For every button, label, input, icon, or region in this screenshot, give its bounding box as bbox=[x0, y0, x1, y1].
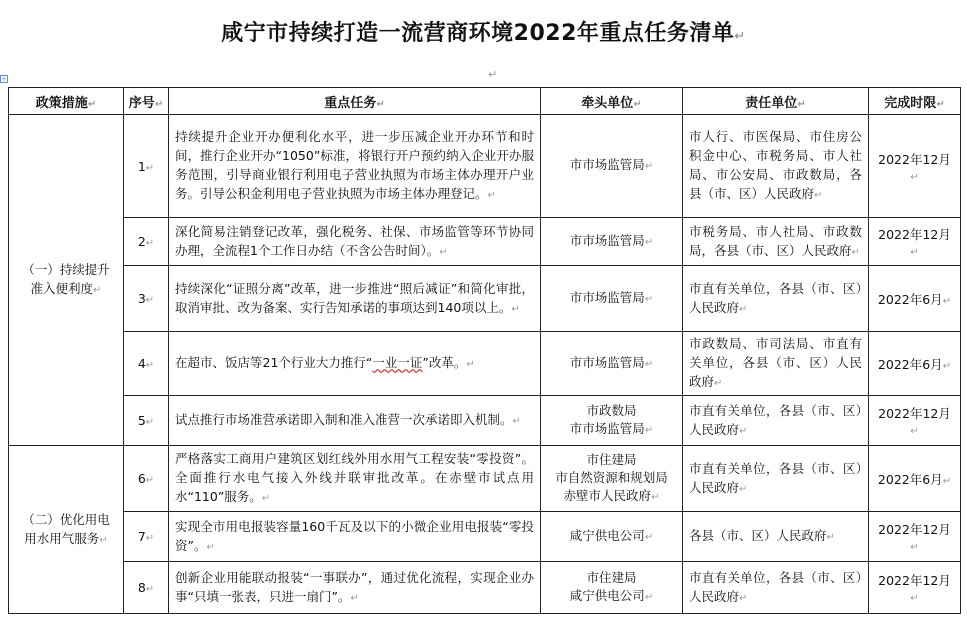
task-cell: 深化简易注销登记改革，强化税务、社保、市场监管等环节协同办理，全流程1个工作日办结（不含公告时间）。↵ bbox=[169, 218, 541, 266]
task-cell: 创新企业用能联动报装“一事联办”，通过优化流程，实现企业办事“只填一张表，只进一扇门”。↵ bbox=[169, 562, 541, 614]
task-cell: 实现全市用电报装容量160千瓦及以下的小微企业用电报装“零投资”。↵ bbox=[169, 512, 541, 562]
lead-cell: 咸宁供电公司↵ bbox=[541, 512, 683, 562]
task-cell: 严格落实工商用户建筑区划红线外用水用气工程安装“零投资”。全面推行水电气接入外线并联审批改革。在赤壁市试点用水“110”服务。↵ bbox=[169, 446, 541, 512]
row-number: 6↵ bbox=[124, 446, 169, 512]
task-cell: 试点推行市场准营承诺即入制和准入准营一次承诺即入机制。↵ bbox=[169, 396, 541, 446]
responsible-cell: 各县（市、区）人民政府↵ bbox=[683, 512, 869, 562]
paragraph-mark: ↵ bbox=[488, 68, 498, 81]
header-row bbox=[9, 88, 961, 115]
table-row bbox=[9, 396, 961, 446]
lead-cell: 市住建局 市自然资源和规划局 赤壁市人民政府↵ bbox=[541, 446, 683, 512]
table-row bbox=[9, 512, 961, 562]
responsible-cell: 市直有关单位，各县（市、区）人民政府↵ bbox=[683, 446, 869, 512]
task-cell: 持续深化“证照分离”改革，进一步推进“照后减证”和简化审批，取消审批、改为备案、实行告知承诺的事项达到140项以上。↵ bbox=[169, 266, 541, 332]
responsible-cell: 市直有关单位，各县（市、区）人民政府↵ bbox=[683, 562, 869, 614]
deadline-cell: 2022年6月↵ bbox=[869, 332, 961, 396]
deadline-cell: 2022年12月↵ bbox=[869, 512, 961, 562]
spellcheck-underline: 一业一证 bbox=[372, 355, 423, 370]
row-number: 4↵ bbox=[124, 332, 169, 396]
page-title: 咸宁市持续打造一流营商环境2022年重点任务清单↵ bbox=[221, 21, 746, 46]
table-row bbox=[9, 115, 961, 218]
responsible-cell: 市直有关单位，各县（市、区）人民政府↵ bbox=[683, 396, 869, 446]
responsible-cell: 市税务局、市人社局、市政数局，各县（市、区）人民政府↵ bbox=[683, 218, 869, 266]
header-deadline: 完成时限↵ bbox=[869, 88, 961, 115]
table-row bbox=[9, 332, 961, 396]
lead-cell: 市住建局 咸宁供电公司↵ bbox=[541, 562, 683, 614]
row-number: 5↵ bbox=[124, 396, 169, 446]
table-row bbox=[9, 218, 961, 266]
task-cell: 持续提升企业开办便利化水平，进一步压减企业开办环节和时间，推行企业开办“1050”标准，将银行开户预约纳入企业开办服务范围，引导商业银行利用电子营业执照为市场主体办理开户业务。引导公积金利用电子营业执照为市场主体办理登记。↵ bbox=[169, 115, 541, 218]
table-row bbox=[9, 266, 961, 332]
lead-cell: 市市场监管局↵ bbox=[541, 115, 683, 218]
deadline-cell: 2022年12月↵ bbox=[869, 396, 961, 446]
responsible-cell: 市人行、市医保局、市住房公积金中心、市税务局、市人社局、市公安局、市政数局，各县（市、区）人民政府↵ bbox=[683, 115, 869, 218]
deadline-cell: 2022年12月↵ bbox=[869, 218, 961, 266]
row-number: 1↵ bbox=[124, 115, 169, 218]
row-number: 7↵ bbox=[124, 512, 169, 562]
deadline-cell: 2022年6月↵ bbox=[869, 446, 961, 512]
responsible-cell: 市政数局、市司法局、市直有关单位，各县（市、区）人民政府↵ bbox=[683, 332, 869, 396]
table-row bbox=[9, 562, 961, 614]
table-row bbox=[9, 446, 961, 512]
lead-cell: 市政数局 市市场监管局↵ bbox=[541, 396, 683, 446]
lead-cell: 市市场监管局↵ bbox=[541, 266, 683, 332]
header-policy: 政策措施↵ bbox=[9, 88, 124, 115]
header-number: 序号↵ bbox=[124, 88, 169, 115]
header-responsible: 责任单位↵ bbox=[683, 88, 869, 115]
deadline-cell: 2022年12月↵ bbox=[869, 562, 961, 614]
row-number: 3↵ bbox=[124, 266, 169, 332]
responsible-cell: 市直有关单位，各县（市、区）人民政府↵ bbox=[683, 266, 869, 332]
row-number: 8↵ bbox=[124, 562, 169, 614]
policy-cell: （一）持续提升准入便利度↵ bbox=[9, 115, 124, 446]
policy-cell: （二）优化用电用水用气服务↵ bbox=[9, 446, 124, 614]
lead-cell: 市市场监管局↵ bbox=[541, 218, 683, 266]
deadline-cell: 2022年12月↵ bbox=[869, 115, 961, 218]
lead-cell: 市市场监管局↵ bbox=[541, 332, 683, 396]
deadline-cell: 2022年6月↵ bbox=[869, 266, 961, 332]
task-table bbox=[8, 87, 961, 614]
paragraph-mark: ↵ bbox=[734, 29, 746, 44]
table-anchor-icon[interactable]: + bbox=[1, 75, 7, 83]
header-task: 重点任务↵ bbox=[169, 88, 541, 115]
header-lead: 牵头单位↵ bbox=[541, 88, 683, 115]
task-cell: 在超市、饭店等21个行业大力推行“一业一证”改革。↵ bbox=[169, 332, 541, 396]
row-number: 2↵ bbox=[124, 218, 169, 266]
